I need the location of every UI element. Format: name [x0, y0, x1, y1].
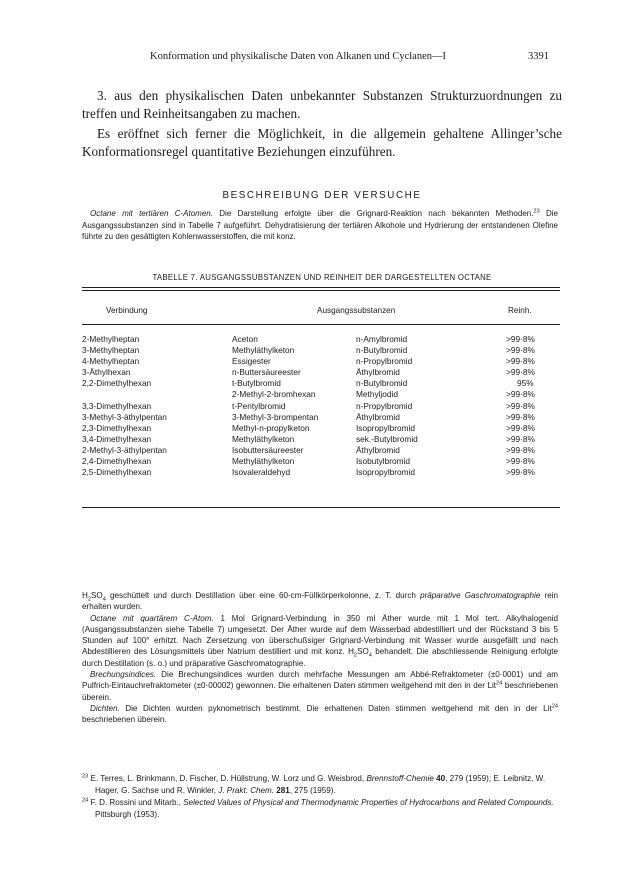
- cell-substanz-2: Äthylbromid: [356, 444, 400, 455]
- cell-substanz-1: Methyläthylketon: [232, 456, 295, 467]
- header-ausgangssubstanzen: Ausgangssubstanzen: [317, 306, 396, 315]
- footnote-23: [82, 773, 558, 796]
- cell-substanz-2: Äthylbromid: [356, 367, 400, 378]
- cell-substanz-1: 3-Methyl-3-brompentan: [232, 411, 319, 422]
- table-row: [0, 445, 624, 456]
- cell-substanz-1: Isobuttersäureester: [232, 444, 304, 455]
- cell-substanz-2: sek.-Butylbromid: [356, 433, 418, 444]
- cell-reinheit: >99·8%: [506, 400, 535, 411]
- experimental-continuation: [82, 590, 558, 726]
- footnote-text: E. Terres, L. Brinkmann, D. Fischer, D. Hüllstrung, W. Lorz und G. Weisbrod,: [88, 774, 367, 783]
- footnote-24: [82, 797, 558, 820]
- cell-substanz-2: Isopropylbromid: [356, 467, 416, 478]
- continuation-text: geschüttelt und durch Destillation über eine 60-cm-Füllkörperkolonne, z. T. durch: [105, 591, 421, 600]
- cell-reinheit: >99·8%: [506, 367, 535, 378]
- cell-substanz-1: t-Butylbromid: [232, 378, 281, 389]
- cell-substanz-1: 2-Methyl-2-bromhexan: [232, 389, 316, 400]
- cell-substanz-2: Äthylbromid: [356, 411, 400, 422]
- density-paragraph: [82, 703, 558, 726]
- cell-reinheit: >99·8%: [506, 345, 535, 356]
- cell-substanz-1: Methyl-n-propylketon: [232, 422, 310, 433]
- cell-substanz-2: Isobutylbromid: [356, 456, 410, 467]
- cell-substanz-1: Aceton: [232, 334, 258, 344]
- cell-substanz-2: Methyljodid: [356, 389, 398, 400]
- cell-reinheit: >99·8%: [506, 334, 535, 344]
- subscript: 2: [353, 653, 358, 660]
- footnote-number: 23: [82, 773, 89, 780]
- footnote-text: F. D. Rossini und Mitarb.,: [88, 798, 184, 807]
- cell-substanz-2: n-Propylbromid: [356, 356, 413, 367]
- page-number: 3391: [528, 51, 549, 62]
- subscript: 2: [87, 596, 92, 603]
- footnote-volume: 281: [276, 785, 290, 795]
- continuation-paragraph: [82, 590, 558, 613]
- density-lead: Dichten.: [90, 703, 120, 713]
- table-row: [0, 334, 624, 345]
- cell-substanz-1: Methyläthylketon: [232, 345, 295, 356]
- cell-verbindung: 3,3-Dimethylhexan: [82, 400, 152, 411]
- table-row: [0, 367, 624, 378]
- density-text-a: Die Dichten wurden pyknometrisch bestimmt. Die erhaltenen Daten stimmen weitgehend mit den in der Lit: [119, 703, 552, 713]
- cell-reinheit: 95%: [517, 378, 534, 389]
- continuation-text-end: rein erhalten wurden.: [82, 591, 559, 612]
- table-row: [0, 467, 624, 478]
- cell-verbindung: 2,3-Dimethylhexan: [82, 422, 152, 433]
- refractive-text-b: beschriebenen überein.: [82, 681, 558, 702]
- octane-quaternary-paragraph: [82, 613, 558, 669]
- footnote-journal: J. Prakt. Chem.: [218, 785, 275, 795]
- table-row: [0, 434, 624, 445]
- refractive-lead: Brechungsindices.: [90, 670, 157, 680]
- footnote-book-title: Selected Values of Physical and Thermodynamic Properties of Hydrocarbons and Related Compounds.: [183, 798, 554, 807]
- cell-substanz-2: n-Propylbromid: [356, 400, 413, 411]
- running-head-title: Konformation und physikalische Daten von Alkanen und Cyclanen—I: [150, 51, 446, 62]
- table-body: [0, 334, 624, 478]
- cell-substanz-1: t-Pentylbromid: [232, 400, 286, 411]
- reference-24: 24: [496, 680, 503, 687]
- cell-verbindung: 2,5-Dimethylhexan: [82, 467, 152, 478]
- table-bottom-rule: [82, 507, 560, 508]
- table-caption: TABELLE 7. AUSGANGSSUBSTANZEN UND REINHEIT DER DARGESTELLTEN OCTANE: [152, 273, 492, 282]
- octane-tertiary-text-b: Die Ausgangssubstanzen sind in Tabelle 7 aufgeführt. Dehydratisierung der tertiären Alkohole und Hydrierung der entstandenen Olefine führte zu den gesättigten Kohlenwasserstoffen, die mit konz.: [82, 209, 558, 241]
- density-text-b: beschriebenen überein.: [82, 715, 167, 725]
- octane-quaternary-text-b: SO: [357, 647, 369, 657]
- footnotes: [82, 773, 558, 820]
- table-row: [0, 412, 624, 423]
- cell-substanz-2: n-Butylbromid: [356, 378, 408, 389]
- formula-h: H: [82, 591, 88, 600]
- cell-reinheit: >99·8%: [506, 456, 535, 467]
- reference-23: 23: [533, 208, 540, 215]
- octane-quaternary-text-c: behandelt. Die abschliessende Reinigung erfolgte durch Destillation (s. o.) und präparative Gaschromatographie.: [82, 647, 558, 668]
- cell-reinheit: >99·8%: [506, 411, 535, 422]
- octane-quaternary-lead: Octane mit quartärem C-Atom.: [90, 613, 214, 623]
- table-row: [0, 345, 624, 356]
- footnote-text: , 275 (1959).: [289, 785, 336, 795]
- footnote-text: Pittsburgh (1953).: [95, 809, 160, 819]
- cell-substanz-2: n-Amylbromid: [356, 334, 408, 344]
- cell-verbindung: 2-Methyl-3-äthylpentan: [82, 444, 167, 455]
- cell-substanz-1: Essigester: [232, 356, 271, 367]
- intro-paragraph-2: Es eröffnet sich ferner die Möglichkeit, in die allgemein gehaltene Allinger’sche Konformationsregel quantitative Beziehungen einzuführen.: [82, 126, 562, 159]
- footnote-volume: 40: [436, 774, 446, 783]
- header-verbindung: Verbindung: [106, 306, 148, 315]
- octane-tertiary-lead: Octane mit tertiären C-Atomen.: [90, 209, 213, 218]
- header-reinheit: Reinh.: [508, 306, 532, 315]
- footnote-journal: Brennstoff-Chemie: [366, 774, 434, 783]
- cell-verbindung: 2-Methylheptan: [82, 334, 140, 344]
- cell-substanz-1: Isovaleraldehyd: [232, 467, 291, 478]
- octane-tertiary-text-a: Die Darstellung erfolgte über die Grignard-Reaktion nach bekannten Methoden.: [212, 209, 534, 218]
- cell-verbindung: 3,4-Dimethylhexan: [82, 433, 152, 444]
- cell-verbindung: 3-Äthylhexan: [82, 367, 131, 378]
- footnote-text: , 279 (1959); E. Leibnitz, W. Hager, G. Sachse und R. Winkler,: [95, 774, 546, 795]
- footnote-number: 24: [82, 797, 89, 804]
- cell-verbindung: 3-Methylheptan: [82, 345, 140, 356]
- table-row: [0, 423, 624, 434]
- table-row: [0, 389, 624, 400]
- subscript: 4: [102, 596, 106, 603]
- cell-verbindung: 4-Methylheptan: [82, 356, 140, 367]
- table-top-rule: [82, 287, 560, 288]
- cell-reinheit: >99·8%: [506, 467, 535, 478]
- cell-substanz-2: n-Butylbromid: [356, 345, 408, 356]
- table-header-rule: [82, 324, 560, 325]
- table-row: [0, 378, 624, 389]
- cell-reinheit: >99·8%: [506, 444, 535, 455]
- refractive-text-a: Die Brechungsindices wurden durch mehrfache Messungen am Abbé-Refraktometer (±0·0001) und am Pulfrich-Eintauchrefraktometer (±0·00002) gewonnen. Die erhaltenen Daten stimmen weitgehend mit den in der Lit: [82, 670, 558, 691]
- table-row: [0, 356, 624, 367]
- continuation-italic: präparative Gaschromatographie: [420, 591, 541, 600]
- cell-verbindung: 3-Methyl-3-äthylpentan: [82, 411, 167, 422]
- table-top-rule-double: [82, 290, 560, 291]
- section-heading: BESCHREIBUNG DER VERSUCHE: [222, 190, 422, 201]
- cell-reinheit: >99·8%: [506, 433, 535, 444]
- table-row: [0, 401, 624, 412]
- refractive-index-paragraph: [82, 669, 558, 703]
- cell-substanz-1: n-Buttersäureester: [232, 367, 301, 378]
- formula-so: SO: [91, 591, 103, 600]
- intro-paragraph-1: 3. aus den physikalischen Daten unbekannter Substanzen Strukturzuordnungen zu treffen und Reinheitsangaben zu machen.: [82, 88, 562, 121]
- cell-verbindung: 2,2-Dimethylhexan: [82, 378, 152, 389]
- cell-reinheit: >99·8%: [506, 422, 535, 433]
- cell-reinheit: >99·8%: [506, 356, 535, 367]
- octane-quaternary-text-a: 1 Mol Grignard-Verbindung in 350 ml Äther wurde mit 1 Mol tert. Alkylhalogenid (Ausgangssubstanzen siehe Tabelle 7) umgesetzt. Der Äther wurde auf dem Wasserbad abdestilliert und der Rückstand 3 bis 5 Stunden auf 100° erhitzt. Nach Zersetzung von überschußsiger Grignard-Verbindung mit Wasser wurde ausgefällt und nach Abdestillieren des Lösungsmittels über Natrium destilliert und mit konz. H: [82, 613, 559, 657]
- table-row: [0, 456, 624, 467]
- octane-tertiary-paragraph: [82, 208, 558, 243]
- cell-substanz-1: Methyläthylketon: [232, 433, 295, 444]
- subscript: 4: [368, 653, 372, 660]
- cell-substanz-2: Isopropylbromid: [356, 422, 416, 433]
- cell-reinheit: >99·8%: [506, 389, 535, 400]
- reference-24: 24: [551, 703, 558, 710]
- cell-verbindung: 2,4-Dimethylhexan: [82, 456, 152, 467]
